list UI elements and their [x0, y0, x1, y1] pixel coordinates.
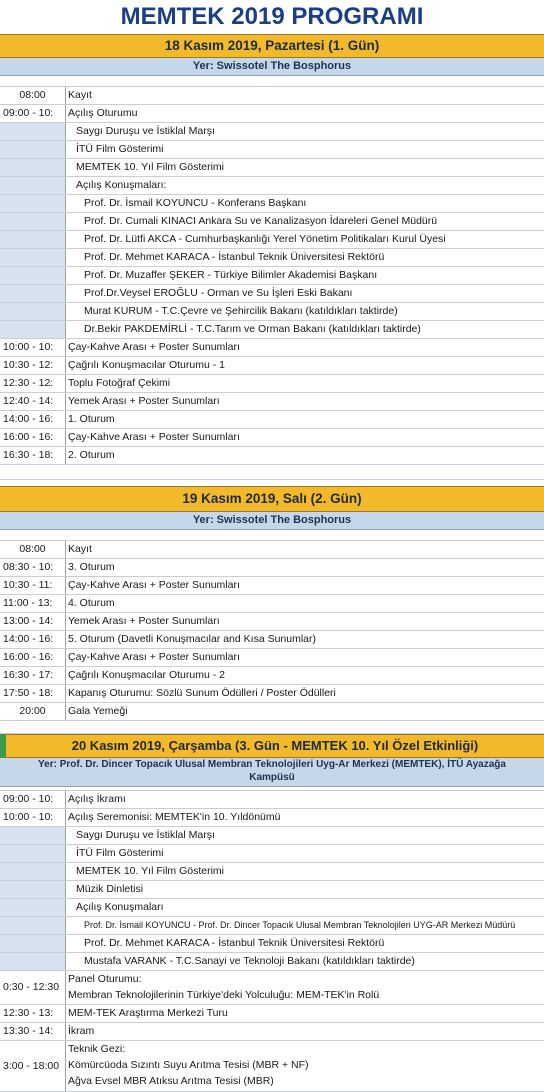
time-cell [0, 177, 66, 194]
table-row [0, 231, 544, 249]
table-row [0, 357, 544, 375]
table-row [0, 827, 544, 845]
day3-venue [0, 758, 544, 787]
time-cell: 13:30 - 14: [0, 1023, 66, 1040]
time-cell: 17:50 - 18: [0, 685, 66, 702]
table-row [0, 105, 544, 123]
table-row [0, 685, 544, 703]
table-row [0, 141, 544, 159]
event-cell: MEMTEK 10. Yıl Film Gösterimi [76, 161, 224, 173]
time-cell [0, 249, 66, 266]
day3-venue-line2: Kampüsü [249, 772, 295, 783]
time-cell: 16:00 - 16: [0, 429, 66, 446]
day1-gap [0, 76, 544, 87]
time-cell [0, 845, 66, 862]
time-cell [0, 827, 66, 844]
time-cell: 13:00 - 14: [0, 613, 66, 630]
table-row [0, 195, 544, 213]
table-row [0, 667, 544, 685]
time-cell [0, 159, 66, 176]
day2-table [0, 541, 544, 721]
table-row [0, 559, 544, 577]
event-cell: Prof. Dr. İsmail KOYUNCU - Prof. Dr. Dincer Topacık Ulusal Membran Teknolojileri UYG-AR Merkezi Müdürü [84, 920, 516, 930]
page-title: MEMTEK 2019 PROGRAMI [0, 0, 544, 34]
time-cell [0, 231, 66, 248]
time-cell [0, 935, 66, 952]
event-cell: Gala Yemeği [68, 705, 128, 717]
panel-time: 0:30 - 12:30 [0, 971, 66, 1004]
event-cell: Prof. Dr. Mehmet KARACA - İstanbul Teknik Üniversitesi Rektörü [84, 251, 385, 263]
event-cell: Açılış Konuşmaları [76, 901, 164, 913]
table-row [0, 577, 544, 595]
event-cell: 3. Oturum [68, 561, 115, 573]
time-cell [0, 917, 66, 934]
table-row [0, 321, 544, 339]
table-row [0, 123, 544, 141]
event-cell: Prof. Dr. Cumali KINACI Ankara Su ve Kanalizasyon İdareleri Genel Müdürü [84, 215, 438, 227]
table-row [0, 375, 544, 393]
event-cell: Açılış İkramı [68, 793, 126, 805]
event-cell: İkram [68, 1025, 95, 1037]
event-cell: İTÜ Film Gösterimi [76, 143, 164, 155]
event-cell: Kayıt [68, 89, 92, 101]
event-cell: Prof.Dr.Veysel EROĞLU - Orman ve Su İşleri Eski Bakanı [84, 287, 353, 299]
table-row [0, 1005, 544, 1023]
table-row [0, 899, 544, 917]
event-cell: Saygı Duruşu ve İstiklal Marşı [76, 829, 215, 841]
table-row [0, 447, 544, 465]
day2-venue: Yer: Swissotel The Bosphorus [0, 512, 544, 530]
time-cell: 14:00 - 16: [0, 631, 66, 648]
time-cell [0, 303, 66, 320]
table-row [0, 631, 544, 649]
time-cell [0, 863, 66, 880]
table-row [0, 267, 544, 285]
table-row [0, 1023, 544, 1041]
event-cell: 4. Oturum [68, 597, 115, 609]
event-cell: Dr.Bekir PAKDEMİRLİ - T.C.Tarım ve Orman Bakanı (katıldıkları taktirde) [84, 323, 421, 335]
event-cell: Müzik Dinletisi [76, 883, 144, 895]
event-cell: Toplu Fotoğraf Çekimi [68, 377, 171, 389]
event-cell: Yemek Arası + Poster Sunumları [68, 615, 220, 627]
time-cell: 10:30 - 11: [0, 577, 66, 594]
table-row [0, 303, 544, 321]
table-row [0, 935, 544, 953]
tour-line2: Kömürcüoda Sızıntı Suyu Arıtma Tesisi (MBR + NF) [68, 1059, 309, 1071]
table-row [0, 429, 544, 447]
table-row [0, 809, 544, 827]
event-cell: 1. Oturum [68, 413, 115, 425]
event-cell: Çay-Kahve Arası + Poster Sunumları [68, 341, 240, 353]
time-cell: 12:30 - 13: [0, 1005, 66, 1022]
event-cell: Çay-Kahve Arası + Poster Sunumları [68, 651, 240, 663]
day2-gap [0, 530, 544, 541]
table-row [0, 613, 544, 631]
time-cell [0, 285, 66, 302]
event-cell: Açılış Konuşmaları: [76, 179, 167, 191]
time-cell: 12:30 - 12: [0, 375, 66, 392]
panel-line1: Panel Oturumu: [68, 973, 142, 985]
day1-table [0, 87, 544, 465]
panel-line2: Membran Teknolojilerinin Türkiye'deki Yolculuğu: MEM-TEK'in Rolü [68, 989, 380, 1001]
tour-line3: Ağva Evsel MBR Atıksu Arıtma Tesisi (MBR) [68, 1075, 274, 1087]
table-row [0, 411, 544, 429]
table-row [0, 159, 544, 177]
time-cell: 08:00 [0, 541, 66, 558]
day3-table [0, 791, 544, 971]
time-cell: 08:00 [0, 87, 66, 104]
time-cell: 16:30 - 17: [0, 667, 66, 684]
day1-header: 18 Kasım 2019, Pazartesi (1. Gün) [0, 34, 544, 58]
time-cell: 09:00 - 10: [0, 791, 66, 808]
table-row [0, 177, 544, 195]
event-cell: Yemek Arası + Poster Sunumları [68, 395, 220, 407]
table-row [0, 845, 544, 863]
event-cell: Murat KURUM - T.C.Çevre ve Şehircilik Bakanı (katıldıkları taktirde) [84, 305, 398, 317]
event-cell: Prof. Dr. İsmail KOYUNCU - Konferans Başkanı [84, 197, 307, 209]
time-cell: 12:40 - 14: [0, 393, 66, 410]
event-cell: Çağrılı Konuşmacılar Oturumu - 1 [68, 359, 225, 371]
event-cell: MEMTEK 10. Yıl Film Gösterimi [76, 865, 224, 877]
tour-row [0, 1041, 544, 1092]
table-row [0, 917, 544, 935]
day2-header: 19 Kasım 2019, Salı (2. Gün) [0, 486, 544, 512]
event-cell: Kapanış Oturumu: Sözlü Sunum Ödülleri / Poster Ödülleri [68, 687, 336, 699]
time-cell [0, 321, 66, 338]
event-cell: 2. Oturum [68, 449, 115, 461]
panel-row [0, 971, 544, 1005]
day1-venue: Yer: Swissotel The Bosphorus [0, 58, 544, 76]
table-row [0, 393, 544, 411]
event-cell: Açılış Oturumu [68, 107, 138, 119]
event-cell: Açılış Seremonisi: MEMTEK'in 10. Yıldönümü [68, 811, 281, 823]
event-cell: Çağrılı Konuşmacılar Oturumu - 2 [68, 669, 225, 681]
table-row [0, 87, 544, 105]
table-row [0, 791, 544, 809]
time-cell: 20:00 [0, 703, 66, 720]
time-cell [0, 899, 66, 916]
time-cell: 10:00 - 10: [0, 339, 66, 356]
event-cell: 5. Oturum (Davetli Konuşmacılar and Kısa Sunumlar) [68, 633, 317, 645]
time-cell: 08:30 - 10: [0, 559, 66, 576]
table-row [0, 703, 544, 721]
time-cell: 10:30 - 12: [0, 357, 66, 374]
time-cell: 09:00 - 10: [0, 105, 66, 122]
day1-gap-bottom [0, 465, 544, 480]
day3-table2 [0, 1005, 544, 1041]
time-cell [0, 213, 66, 230]
tour-line1: Teknik Gezi: [68, 1043, 126, 1055]
time-cell [0, 195, 66, 212]
event-cell: Çay-Kahve Arası + Poster Sunumları [68, 431, 240, 443]
time-cell: 10:00 - 10: [0, 809, 66, 826]
table-row [0, 953, 544, 971]
time-cell [0, 267, 66, 284]
event-cell: MEM-TEK Araştırma Merkezi Turu [68, 1007, 228, 1019]
time-cell: 16:30 - 18: [0, 447, 66, 464]
day3-venue-line1: Yer: Prof. Dr. Dincer Topacık Ulusal Membran Teknolojileri Uyg-Ar Merkezi (MEMTEK), İTÜ Ayazağa [38, 759, 506, 770]
table-row [0, 881, 544, 899]
time-cell [0, 881, 66, 898]
time-cell: 16:00 - 16: [0, 649, 66, 666]
time-cell [0, 141, 66, 158]
event-cell: Saygı Duruşu ve İstiklal Marşı [76, 125, 215, 137]
event-cell: Çay-Kahve Arası + Poster Sunumları [68, 579, 240, 591]
time-cell: 11:00 - 13: [0, 595, 66, 612]
event-cell: Prof. Dr. Lütfi AKCA - Cumhurbaşkanlığı Yerel Yönetim Politikaları Kurul Üyesi [84, 233, 446, 245]
table-row [0, 863, 544, 881]
event-cell: Mustafa VARANK - T.C.Sanayi ve Teknoloji Bakanı (katıldıkları taktirde) [84, 955, 415, 967]
table-row [0, 541, 544, 559]
event-cell: Prof. Dr. Muzaffer ŞEKER - Türkiye Bilimler Akademisi Başkanı [84, 269, 378, 281]
table-row [0, 339, 544, 357]
event-cell: Prof. Dr. Mehmet KARACA - İstanbul Teknik Üniversitesi Rektörü [84, 937, 385, 949]
time-cell [0, 953, 66, 970]
day2-gap-bottom [0, 721, 544, 734]
table-row [0, 249, 544, 267]
event-cell: Kayıt [68, 543, 92, 555]
table-row [0, 285, 544, 303]
tour-event [66, 1041, 544, 1091]
day3-header: 20 Kasım 2019, Çarşamba (3. Gün - MEMTEK 10. Yıl Özel Etkinliği) [0, 734, 544, 758]
table-row [0, 595, 544, 613]
time-cell [0, 123, 66, 140]
event-cell: İTÜ Film Gösterimi [76, 847, 164, 859]
tour-time: 3:00 - 18:00 [0, 1041, 66, 1091]
time-cell: 14:00 - 16: [0, 411, 66, 428]
panel-event [66, 971, 544, 1004]
table-row [0, 649, 544, 667]
table-row [0, 213, 544, 231]
